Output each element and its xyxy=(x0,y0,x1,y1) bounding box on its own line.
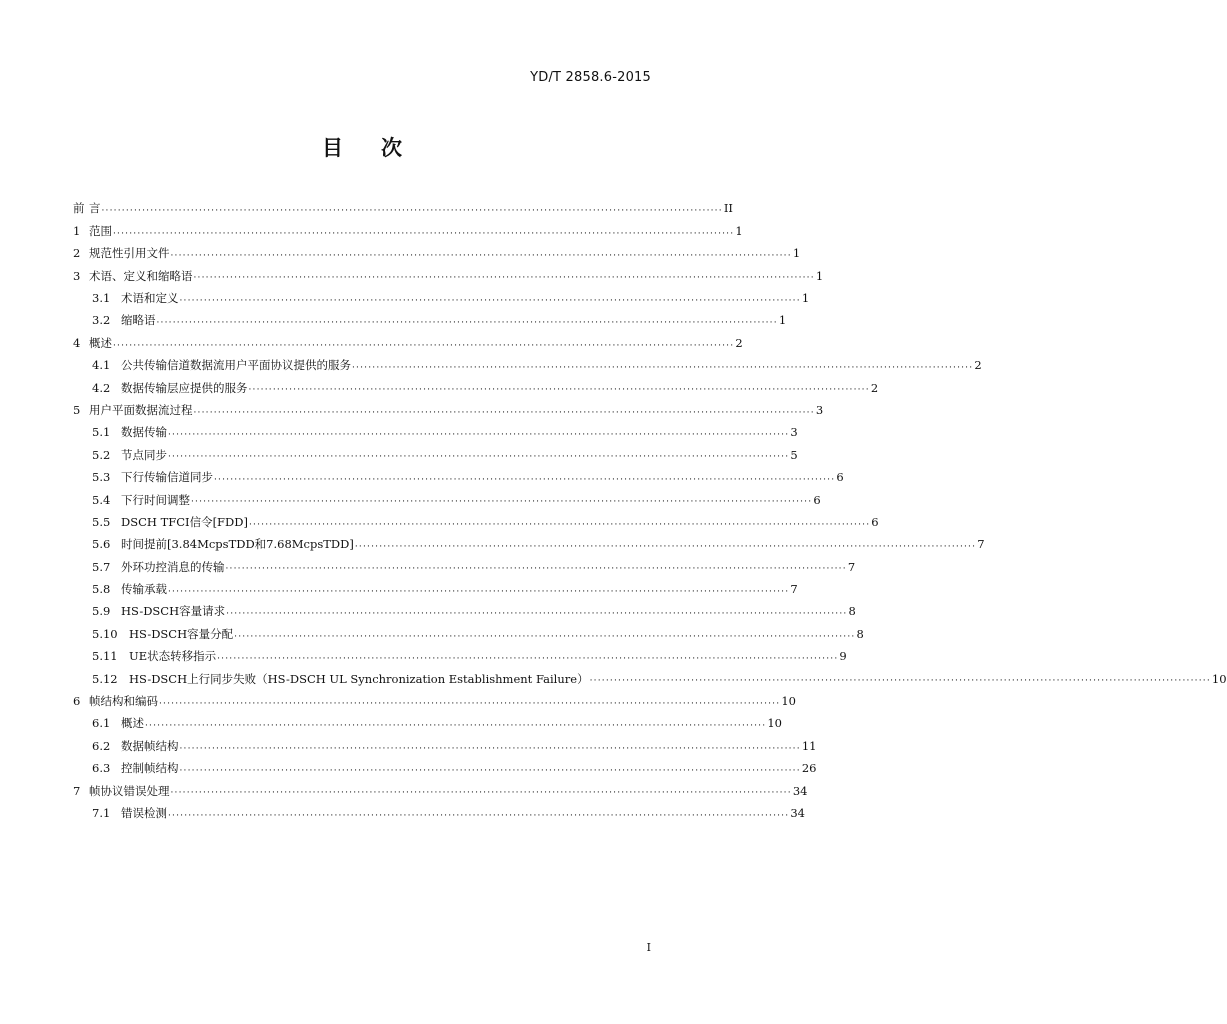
toc-entry-title: HS-DSCH容量请求 xyxy=(121,604,226,619)
toc-entry-title: 帧协议错误处理 xyxy=(89,783,170,798)
toc-entry-number: 6.3 xyxy=(92,761,111,776)
toc-entry[interactable] xyxy=(73,735,817,757)
toc-leader-dots xyxy=(234,630,855,642)
toc-entry[interactable] xyxy=(73,355,982,377)
document-id: YD/T 2858.6-2015 xyxy=(530,70,651,85)
toc-leader-dots xyxy=(355,540,976,552)
toc-leader-dots xyxy=(157,316,778,328)
toc-entry-page: 11 xyxy=(801,738,817,753)
toc-entry-number: 5.5 xyxy=(92,514,111,529)
toc-entry-number: 1 xyxy=(73,223,81,238)
toc-entry-title: 言 xyxy=(89,201,101,216)
toc-entry[interactable] xyxy=(73,444,798,466)
toc-entry-title: 概述 xyxy=(89,335,112,350)
toc-entry-number: 3.1 xyxy=(92,291,111,305)
toc-entry-page: 8 xyxy=(848,604,856,619)
toc-entry-page: 6 xyxy=(836,470,844,485)
toc-entry-title: 下行传输信道同步 xyxy=(121,470,213,485)
toc-entry-number: 5.10 xyxy=(92,626,118,641)
toc-leader-dots xyxy=(102,204,723,216)
toc-leader-dots xyxy=(171,786,792,798)
toc-leader-dots xyxy=(168,809,789,821)
toc-leader-dots xyxy=(194,406,815,418)
toc-entry-page: 1 xyxy=(735,223,743,238)
toc-entry-title: 节点同步 xyxy=(121,447,167,462)
toc-entry-title: 术语和定义 xyxy=(121,291,179,305)
toc-entry-title: 传输承载 xyxy=(121,582,167,597)
toc-entry[interactable] xyxy=(73,377,879,399)
toc-entry-page: 3 xyxy=(815,402,824,417)
toc-entry[interactable] xyxy=(73,332,743,354)
toc-entry-number: 4.2 xyxy=(92,380,111,395)
toc-entry-title: HS-DSCH容量分配 xyxy=(129,626,234,641)
toc-entry[interactable] xyxy=(73,265,824,287)
toc-leader-dots xyxy=(214,473,835,485)
toc-entry-page: 2 xyxy=(974,358,982,373)
toc-entry-page: 8 xyxy=(856,626,864,641)
toc-entry-title: 外环功控消息的传输 xyxy=(121,559,225,574)
toc-leader-dots xyxy=(249,383,870,395)
toc-entry-number: 5.8 xyxy=(92,582,111,597)
toc-entry-page: 6 xyxy=(813,492,821,507)
toc-entry-number: 5.1 xyxy=(92,425,111,440)
toc-entry-title: 数据帧结构 xyxy=(121,738,179,753)
toc-entry[interactable] xyxy=(73,422,798,444)
toc-leader-dots xyxy=(590,674,1211,686)
toc-entry-number: 5.9 xyxy=(92,604,111,619)
toc-entry[interactable] xyxy=(73,220,743,242)
toc-entry[interactable] xyxy=(73,780,808,802)
toc-entry-title: 术语、定义和缩略语 xyxy=(89,268,193,283)
toc-entry-title: 概述 xyxy=(121,716,144,731)
toc-entry-page: 1 xyxy=(815,268,824,283)
toc-entry-number: 5.4 xyxy=(92,492,111,507)
toc-entry[interactable] xyxy=(73,803,805,825)
toc-entry-number: 前 xyxy=(73,201,85,216)
toc-entry-number: 3.2 xyxy=(92,313,111,328)
toc-entry-number: 3 xyxy=(73,268,81,283)
toc-entry-title: 范围 xyxy=(89,223,112,238)
toc-entry-number: 5.2 xyxy=(92,447,111,462)
toc-entry[interactable] xyxy=(73,288,810,310)
toc-entry-page: 10 xyxy=(1211,671,1227,686)
toc-leader-dots xyxy=(249,518,870,530)
toc-leader-dots xyxy=(168,585,789,597)
toc-leader-dots xyxy=(159,697,780,709)
toc-leader-dots xyxy=(113,339,734,351)
toc-entry[interactable] xyxy=(73,467,844,489)
toc-leader-dots xyxy=(171,249,792,261)
toc-leader-dots xyxy=(191,495,812,507)
table-of-contents xyxy=(73,198,1227,825)
toc-entry[interactable] xyxy=(73,579,798,601)
toc-entry[interactable] xyxy=(73,400,824,422)
toc-entry[interactable] xyxy=(73,691,796,713)
toc-entry-page: 7 xyxy=(847,559,856,574)
toc-leader-dots xyxy=(180,742,801,754)
toc-entry-number: 4.1 xyxy=(92,358,111,373)
toc-entry[interactable] xyxy=(73,713,782,735)
toc-entry[interactable] xyxy=(73,310,787,332)
toc-entry-page: 10 xyxy=(781,694,796,709)
toc-entry-title: 帧结构和编码 xyxy=(89,694,158,709)
toc-entry-number: 2 xyxy=(73,246,81,261)
toc-entry-number: 5.3 xyxy=(92,470,111,485)
toc-entry-number: 4 xyxy=(73,335,81,350)
toc-entry-page: 1 xyxy=(801,291,810,305)
toc-entry-page: 3 xyxy=(790,425,798,440)
toc-entry-page: 2 xyxy=(870,380,879,395)
toc-entry-number: 5.7 xyxy=(92,559,111,574)
toc-entry-page: 1 xyxy=(778,313,787,328)
toc-entry-title: 错误检测 xyxy=(121,805,167,820)
toc-entry-title: UE状态转移指示 xyxy=(129,649,217,664)
toc-entry-number: 5.6 xyxy=(92,537,111,552)
toc-entry-title: DSCH TFCI信令[FDD] xyxy=(121,514,248,529)
toc-entry-number: 5 xyxy=(73,402,81,417)
toc-entry[interactable] xyxy=(73,646,847,668)
toc-leader-dots xyxy=(226,562,847,574)
toc-leader-dots xyxy=(180,764,801,776)
toc-entry[interactable] xyxy=(73,198,733,220)
toc-entry[interactable] xyxy=(73,534,985,556)
toc-entry[interactable] xyxy=(73,243,801,265)
toc-entry-title: 用户平面数据流过程 xyxy=(89,402,193,417)
toc-entry-title: 数据传输层应提供的服务 xyxy=(121,380,248,395)
page-title: 目次 xyxy=(322,136,440,160)
toc-entry-title: 数据传输 xyxy=(121,425,167,440)
toc-entry[interactable] xyxy=(73,601,856,623)
toc-leader-dots xyxy=(352,361,973,373)
toc-entry-page: 34 xyxy=(790,805,805,820)
toc-leader-dots xyxy=(168,428,789,440)
toc-leader-dots xyxy=(226,607,847,619)
toc-entry-number: 7 xyxy=(73,783,81,798)
toc-entry-page: 2 xyxy=(735,335,743,350)
toc-entry-page: 7 xyxy=(977,537,985,552)
toc-entry-page: 10 xyxy=(767,716,782,731)
toc-entry-page: 1 xyxy=(792,246,801,261)
toc-entry[interactable] xyxy=(73,623,864,645)
toc-entry-page: 5 xyxy=(790,447,798,462)
toc-entry-number: 7.1 xyxy=(92,805,111,820)
toc-entry-page: 7 xyxy=(790,582,798,597)
toc-leader-dots xyxy=(113,227,734,239)
toc-entry-number: 5.11 xyxy=(92,649,118,664)
toc-entry-title: 时间提前[3.84McpsTDD和7.68McpsTDD] xyxy=(121,537,354,552)
toc-entry[interactable] xyxy=(73,758,817,780)
toc-entry[interactable] xyxy=(73,556,856,578)
toc-entry-title: 公共传输信道数据流用户平面协议提供的服务 xyxy=(121,358,351,373)
toc-entry-page: 34 xyxy=(792,783,808,798)
page-number: I xyxy=(646,941,651,954)
toc-entry-title: 规范性引用文件 xyxy=(89,246,170,261)
toc-leader-dots xyxy=(168,450,789,462)
toc-entry[interactable] xyxy=(73,668,1227,690)
toc-entry[interactable] xyxy=(73,489,821,511)
toc-entry-title: 缩略语 xyxy=(121,313,156,328)
toc-entry-title: 下行时间调整 xyxy=(121,492,190,507)
toc-entry-number: 6 xyxy=(73,694,81,709)
toc-entry-page: 6 xyxy=(871,514,879,529)
toc-leader-dots xyxy=(180,294,801,306)
toc-leader-dots xyxy=(194,271,815,283)
toc-entry-number: 6.2 xyxy=(92,738,111,753)
toc-leader-dots xyxy=(145,719,766,731)
toc-entry-title: HS-DSCH上行同步失败（HS-DSCH UL Synchronization Establishment Failure） xyxy=(129,671,589,686)
toc-entry-page: 9 xyxy=(839,649,847,664)
toc-entry-page: 26 xyxy=(801,761,817,776)
toc-entry-page: II xyxy=(723,201,733,216)
toc-entry[interactable] xyxy=(73,511,879,533)
toc-entry-number: 5.12 xyxy=(92,671,118,686)
toc-leader-dots xyxy=(217,652,838,664)
toc-entry-number: 6.1 xyxy=(92,716,111,731)
toc-entry-title: 控制帧结构 xyxy=(121,761,179,776)
